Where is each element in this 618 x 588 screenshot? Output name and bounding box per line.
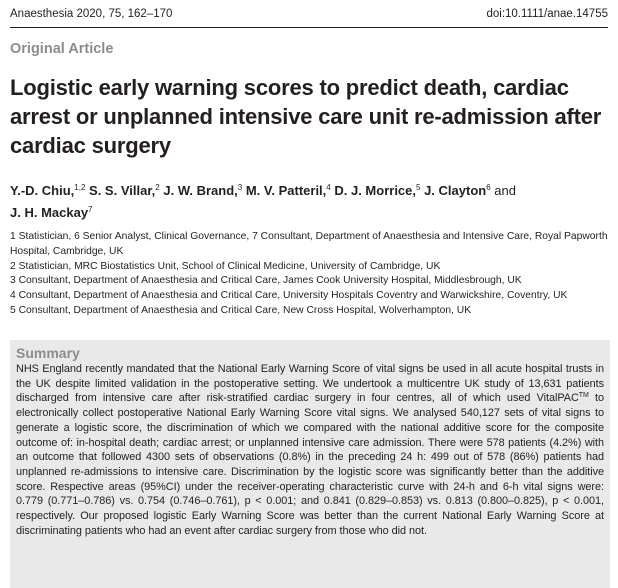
author-affiliation-ref: 5 [416,183,421,192]
affiliation-item: 4 Consultant, Department of Anaesthesia and Critical Care, University Hospitals Coventry and Warwickshire, Coventry, UK [10,290,568,302]
author-name: S. S. Villar, [89,183,156,198]
author-affiliation-ref: 6 [486,183,491,192]
author-affiliation-ref: 7 [88,205,93,214]
doi-link[interactable]: doi:10.1111/anae.14755 [486,8,608,20]
summary-text-part: NHS England recently mandated that the National Early Warning Score of vital signs be used in all acute hospital trusts in the UK despite limited validation in the postoperative setting. We undertook a multicentre UK study of 13,631 patients discharged from intensive care after risk-stratified cardiac surgery in four centres, all of which used VitalPAC [16,363,604,405]
article-category: Original Article [10,41,114,57]
affiliation-item: 3 Consultant, Department of Anaesthesia and Critical Care, James Cook University Hospital, Middlesbrough, UK [10,275,522,287]
summary-text-part: to electronically collect postoperative National Early Warning Score vital signs. We analysed 540,127 sets of vital signs to generate a logistic score, the discrimination of which we compared with the national additive score for the composite outcome of: in-hospital death; cardiac arrest; or unplanned intensive care admission. There were 578 patients (4.2%) with an outcome that followed 4300 sets of observations (0.8%) in the preceding 24 h: 499 out of 578 (86%) patients had unplanned re-admissions to intensive care. Discrimination by the logistic score was significantly better than the additive score. Respective areas (95%CI) under the receiver-operating characteristic curve with 24-h and 6-h vital signs were: 0.779 (0.771–0.786) vs. 0.754 (0.746–0.761), p < 0.001; and 0.841 (0.829–0.853) vs. 0.813 (0.800–0.825), p < 0.001, respectively. Our proposed logistic Early Warning Score was better than the current National Early Warning Score at discriminating patients who had an event after cardiac surgery from those who did not. [16,392,604,537]
author-name: J. Clayton [424,183,487,198]
author-name: Y.-D. Chiu, [10,183,75,198]
author-name: M. V. Patteril, [245,183,327,198]
running-header [10,8,608,24]
summary-text [16,362,604,538]
summary-heading: Summary [16,345,80,361]
author-list [10,180,610,224]
author-affiliation-ref: 2 [155,183,160,192]
author-name: J. H. Mackay [10,205,89,220]
author-conjunction: and [494,183,516,198]
header-divider [10,27,608,28]
affiliation-item: 1 Statistician, 6 Senior Analyst, Clinical Governance, 7 Consultant, Department of Anaesthesia and Intensive Care, Royal Papworth Hospital, Cambridge, UK [10,231,608,257]
author-name: J. W. Brand, [163,183,238,198]
author-affiliation-ref: 1,2 [74,183,86,192]
article-title: Logistic early warning scores to predict death, cardiac arrest or unplanned intensive care unit re-admission after cardiac surgery [10,75,602,158]
author-affiliation-ref: 4 [326,183,331,192]
affiliation-list [10,230,610,319]
author-affiliation-ref: 3 [237,183,243,192]
summary-box [10,340,610,588]
author-name: D. J. Morrice, [334,183,416,198]
affiliation-item: 2 Statistician, MRC Biostatistics Unit, School of Clinical Medicine, University of Cambridge, UK [10,260,441,272]
affiliation-item: 5 Consultant, Department of Anaesthesia and Critical Care, New Cross Hospital, Wolverhampton, UK [10,304,472,316]
trademark-mark: TM [578,392,589,400]
journal-citation: Anaesthesia 2020, 75, 162–170 [10,8,173,20]
